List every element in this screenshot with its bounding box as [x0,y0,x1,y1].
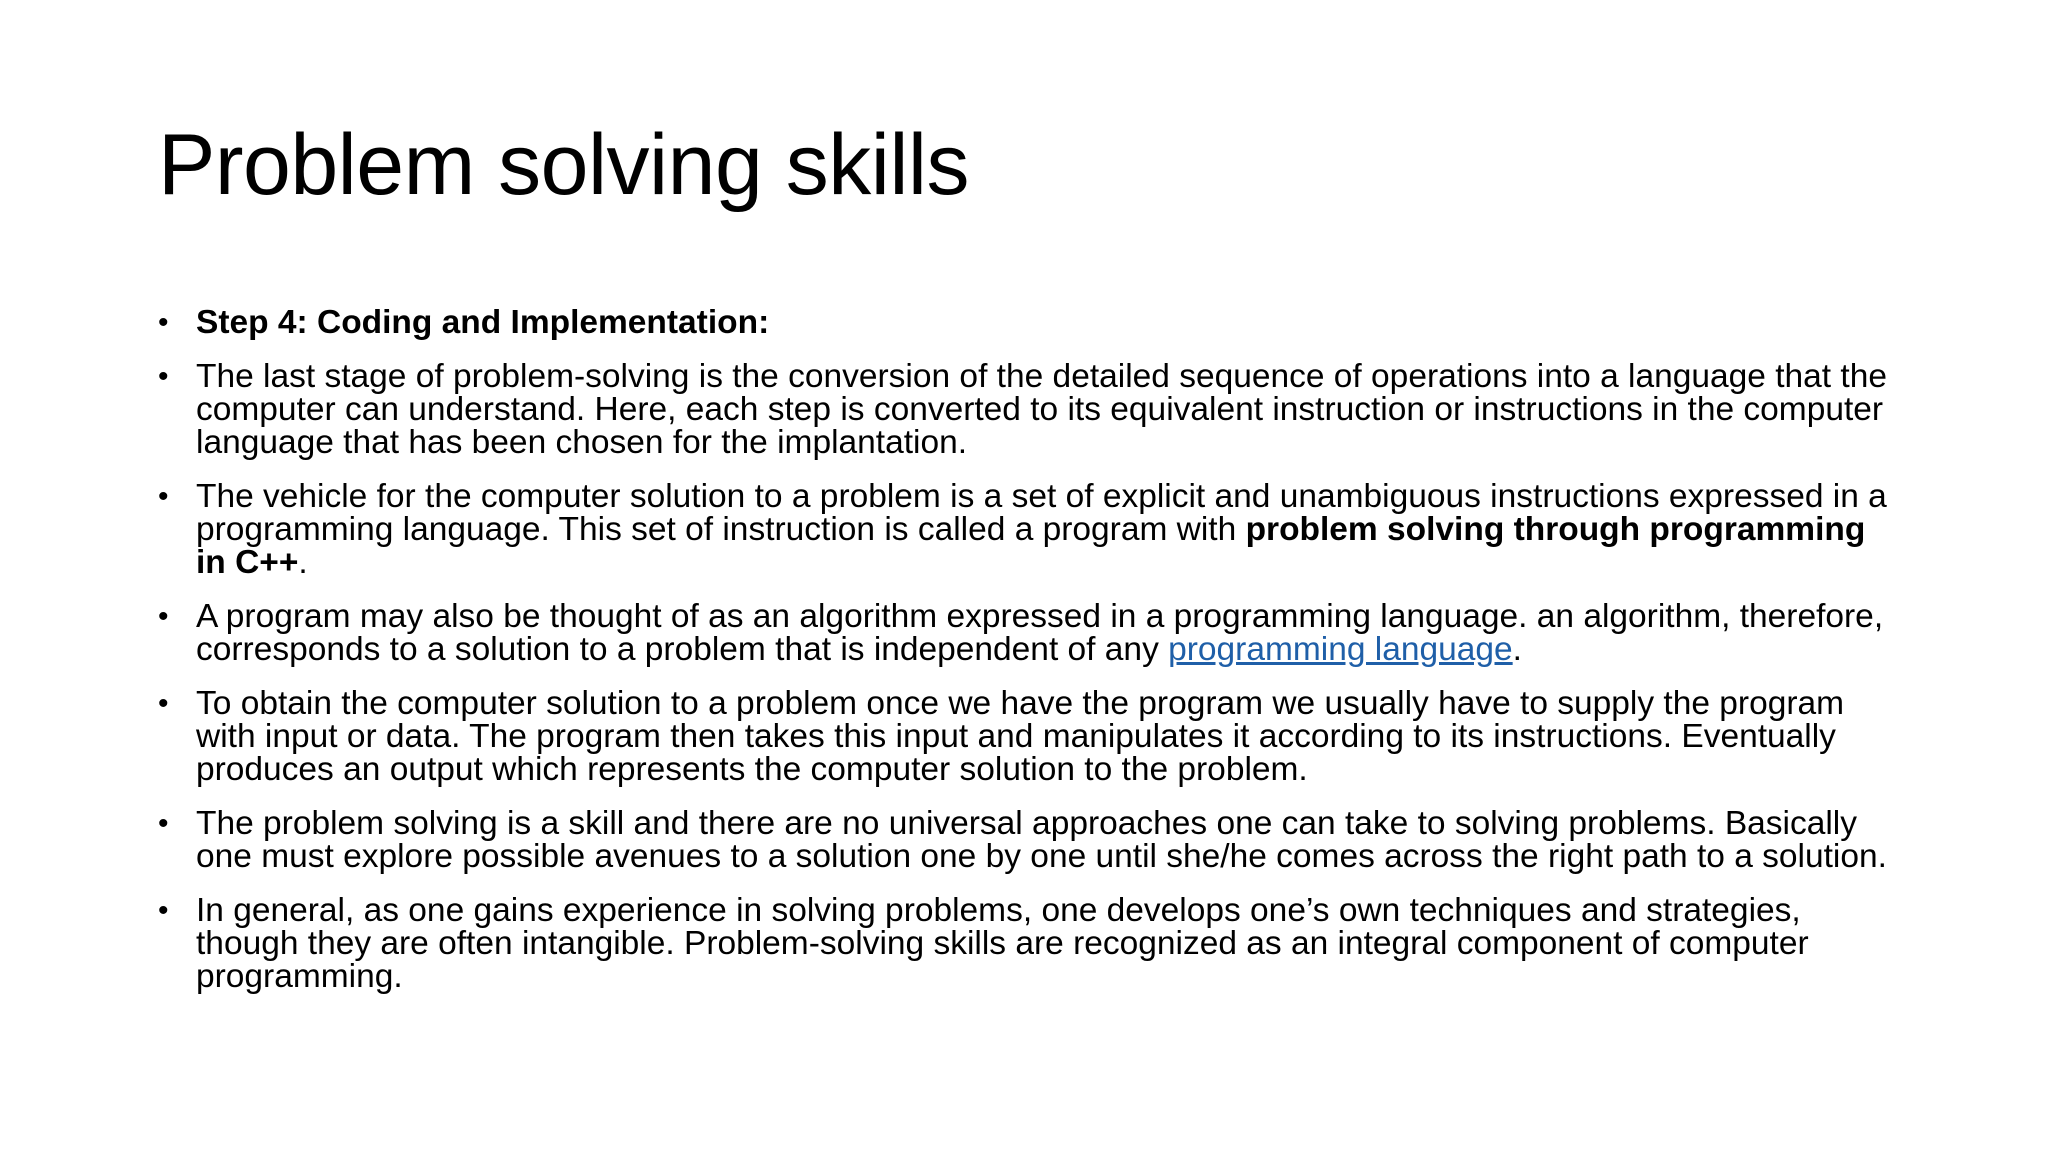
bullet-text: In general, as one gains experience in solving problems, one develops one’s own techniques and strategies, though they are often intangible. Problem-solving skills are recognized as an integral component of computer programming. [196,892,1809,995]
bullet-list [158,306,1898,1014]
bullet-item-last-stage [158,360,1898,459]
bullet-bold-text: Step 4: Coding and Implementation: [196,304,770,341]
bullet-item-step4-heading [158,306,1898,339]
bullet-text: The problem solving is a skill and there are no universal approaches one can take to solving problems. Basically one must explore possible avenues to a solution one by one until she/he comes across the right path to a solution. [196,805,1887,875]
bullet-item-vehicle [158,480,1898,579]
bullet-text: The vehicle for the computer solution to a problem is a set of explicit and unambiguous instructions expressed in a programming language. This set of instruction is called a program with [196,478,1887,548]
bullet-trailing-text: . [1512,631,1522,668]
bullet-text: To obtain the computer solution to a problem once we have the program we usually have to supply the program with input or data. The program then takes this input and manipulates it according to its instructions. Eventually produces an output which represents the computer solution to the problem. [196,685,1845,788]
programming-language-link[interactable]: programming language [1168,631,1513,668]
bullet-item-algorithm [158,600,1898,666]
bullet-trailing-text: . [298,544,308,581]
bullet-item-input-output [158,687,1898,786]
slide-title: Problem solving skills [158,117,970,213]
bullet-item-experience [158,894,1898,993]
bullet-item-skill [158,807,1898,873]
bullet-text: A program may also be thought of as an algorithm expressed in a programming language. an algorithm, therefore, corresponds to a solution to a problem that is independent of any [196,598,1884,668]
bullet-bold-text: problem solving through programming in C++ [196,511,1866,581]
bullet-text: The last stage of problem-solving is the conversion of the detailed sequence of operations into a language that the computer can understand. Here, each step is converted to its equivalent instruction or instructions in the computer language that has been chosen for the implantation. [196,358,1887,461]
